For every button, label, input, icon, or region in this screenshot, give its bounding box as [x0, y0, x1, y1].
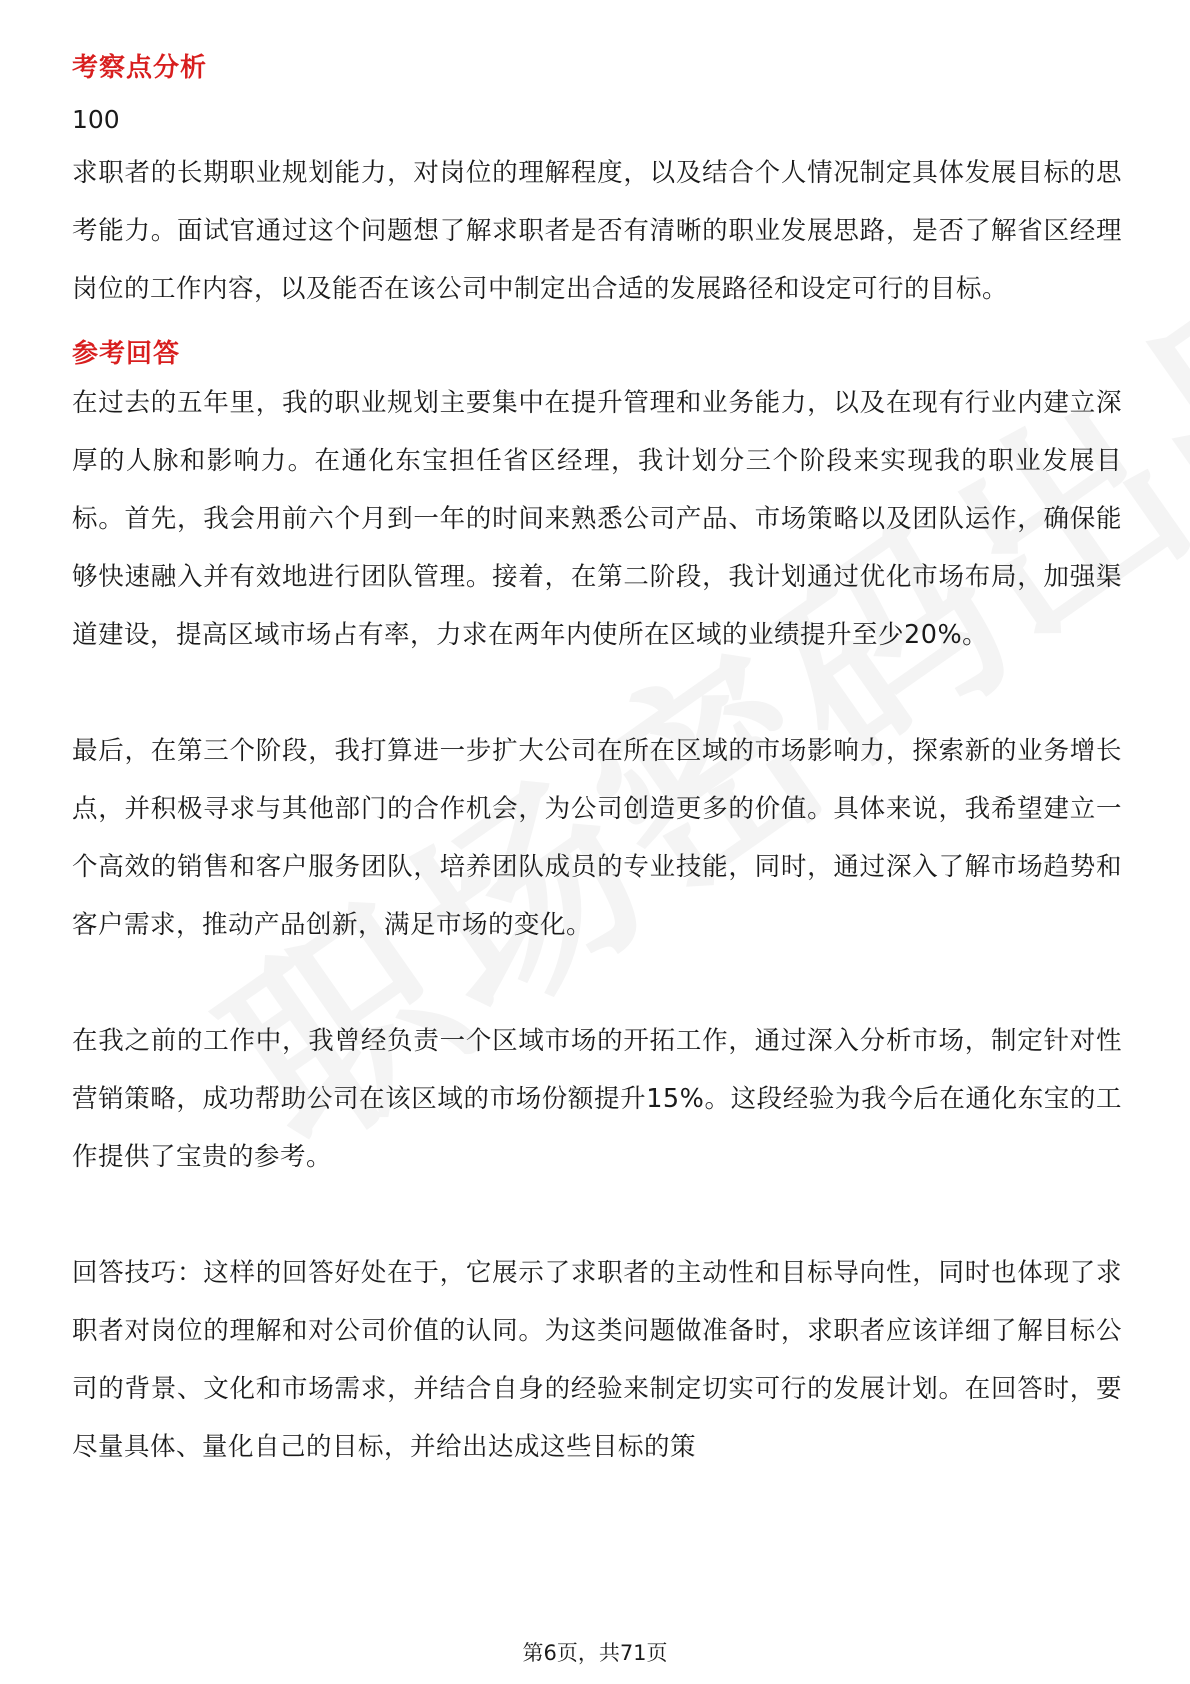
answer-tips-paragraph: 回答技巧：这样的回答好处在于，它展示了求职者的主动性和目标导向性，同时也体现了求职者对岗位的理解和对公司价值的认同。为这类问题做准备时，求职者应该详细了解目标公司的背景、文化和市场需求，并结合自身的经验来制定切实可行的发展计划。在回答时，要尽量具体、量化自己的目标，并给出达成这些目标的策: [72, 1258, 1122, 1462]
analysis-score: 100: [72, 105, 120, 134]
page-number: 第6页，共71页: [522, 1641, 668, 1665]
answer-paragraph-1: 在过去的五年里，我的职业规划主要集中在提升管理和业务能力，以及在现有行业内建立深厚的人脉和影响力。在通化东宝担任省区经理，我计划分三个阶段来实现我的职业发展目标。首先，我会用前六个月到一年的时间来熟悉公司产品、市场策略以及团队运作，确保能够快速融入并有效地进行团队管理。接着，在第二阶段，我计划通过优化市场布局，加强渠道建设，提高区域市场占有率，力求在两年内使所在区域的业绩提升至少20%。: [72, 388, 1122, 650]
analysis-heading: 考察点分析: [72, 53, 208, 83]
answer-heading: 参考回答: [72, 339, 181, 369]
analysis-text: 求职者的长期职业规划能力，对岗位的理解程度，以及结合个人情况制定具体发展目标的思考能力。面试官通过这个问题想了解求职者是否有清晰的职业发展思路，是否了解省区经理岗位的工作内容，以及能否在该公司中制定出合适的发展路径和设定可行的目标。: [72, 158, 1122, 304]
answer-paragraph-2: 最后，在第三个阶段，我打算进一步扩大公司在所在区域的市场影响力，探索新的业务增长点，并积极寻求与其他部门的合作机会，为公司创造更多的价值。具体来说，我希望建立一个高效的销售和客户服务团队，培养团队成员的专业技能，同时，通过深入了解市场趋势和客户需求，推动产品创新，满足市场的变化。: [72, 736, 1122, 940]
document-body: [72, 48, 1122, 1476]
answer-paragraph-3: 在我之前的工作中，我曾经负责一个区域市场的开拓工作，通过深入分析市场，制定针对性营销策略，成功帮助公司在该区域的市场份额提升15%。这段经验为我今后在通化东宝的工作提供了宝贵的参考。: [72, 1026, 1122, 1172]
